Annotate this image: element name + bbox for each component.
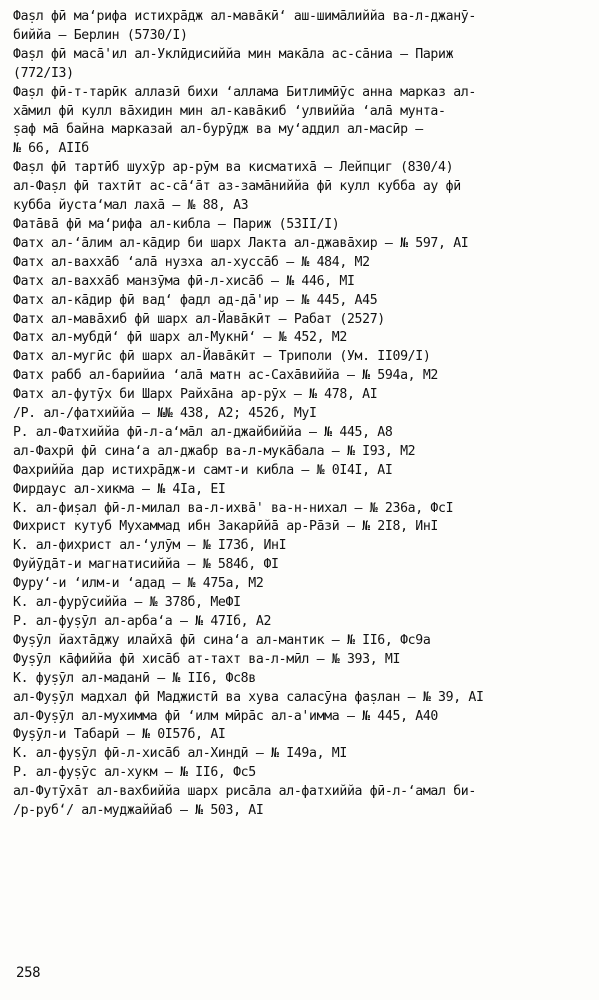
index-entry (13, 726, 591, 745)
entry-line: К. ал-фурӯсиййа – № 378б, МеФI (13, 595, 241, 611)
entry-continuation-line: хāмил фӣ кулл вāхидин мин ал-кавāкиб ‘улвиййа ‘алā мунта- (13, 103, 446, 119)
index-entry (13, 367, 591, 386)
index-entry (13, 273, 591, 292)
entry-line: ал-Футӯхāт ал-вахбиййа шарх рисāла ал-фатхиййа фӣ-л-‘амал би- (13, 784, 476, 800)
index-entry (13, 8, 591, 46)
index-entry (13, 462, 591, 481)
entry-line: ал-Фуṣӯл ал-мухимма фӣ ‘илм мӣрāс ал-а'имма – № 445, A40 (13, 708, 439, 724)
index-entry (13, 235, 591, 254)
entry-line: Фихрист кутуб Мухаммад ибн Закарӣйā ар-Рāзӣ – № 2I8, ИнI (13, 519, 439, 535)
entry-line: Фаṣл фӣ тартӣб шухӯр ар-рӯм ва кисматихā – Лейпциг (830/4) (13, 160, 454, 176)
index-entry (13, 500, 591, 519)
index-entry (13, 556, 591, 575)
index-entry (13, 159, 591, 178)
entry-line: ал-Фаṣл фӣ тахтӣт ас-сā‘āт аз-замāниййа фӣ кулл кубба ау фӣ (13, 179, 461, 195)
entry-continuation-line: (772/I3) (13, 65, 74, 81)
index-entry (13, 405, 591, 424)
entry-line: Р. ал-Фатхиййа фӣ-л-а‘мāл ал-джайбиййа – № 445, A8 (13, 424, 393, 440)
entry-line: Фаṣл фӣ масā'ил ал-Уклӣдисиййа мин макāла ас-сāниа – Париж (13, 46, 454, 62)
index-entry (13, 216, 591, 235)
entry-line: К. ал-фихрист ал-‘улӯм – № I73б, ИнI (13, 538, 287, 554)
page-number: 258 (16, 965, 41, 981)
entry-continuation-line: биййа – Берлин (5730/I) (13, 27, 188, 43)
entry-line: Фуйӯдāт-и магнатисиййа – № 584б, ФI (13, 557, 279, 573)
index-entry (13, 518, 591, 537)
entry-line: Фатх ал-мавāхиб фӣ шарх ал-Йавāкӣт – Рабат (2527) (13, 311, 385, 327)
index-entry (13, 424, 591, 443)
index-entry (13, 481, 591, 500)
entry-line: Фатх ал-мугӣс фӣ шарх ал-Йавāкӣт – Триполи (Ум. II09/I) (13, 349, 431, 365)
entry-line: Фирдаус ал-хикма – № 4Iа, EI (13, 481, 226, 497)
entry-line: Фатх ал-кāдир фӣ вад‘ фадл ад-дā'ир – № 445, A45 (13, 292, 378, 308)
index-entry (13, 537, 591, 556)
index-entry (13, 329, 591, 348)
entry-line: Фатх ал-мубдӣ‘ фӣ шарх ал-Мукнӣ‘ – № 452, M2 (13, 330, 347, 346)
entry-line: К. фуṣӯл ал-маданӣ – № II6, Фс8в (13, 670, 256, 686)
entry-line: Фахриййа дар истихрāдж-и самт-и кибла – № 0I4I, AI (13, 462, 393, 478)
index-entry (13, 443, 591, 462)
index-entry (13, 386, 591, 405)
entry-line: К. ал-фуṣӯл фӣ-л-хисāб ал-Хиндӣ – № I49а, MI (13, 746, 347, 762)
index-entry (13, 178, 591, 216)
entry-line: Фатх ал-ваххāб манзӯма фӣ-л-хисāб – № 446, MI (13, 273, 355, 289)
index-entry (13, 764, 591, 783)
entry-continuation-line: ṣаф мā байна марказай ал-бурӯдж ва му‘аддил ал-масӣр – (13, 122, 423, 138)
index-entry (13, 594, 591, 613)
entry-line: Фатх ал-футӯх би Шарх Райхāна ар-рӯх – № 478, AI (13, 387, 378, 403)
index-entry (13, 651, 591, 670)
index-entry (13, 783, 591, 821)
index-entry (13, 292, 591, 311)
entry-line: Фатх ал-ваххāб ‘алā нузха ал-хуссāб – № 484, M2 (13, 254, 370, 270)
entry-line: Р. ал-фуṣӯл ал-арба‘а – № 47Iб, A2 (13, 614, 272, 629)
index-entry (13, 745, 591, 764)
entry-line: Р. ал-фуṣӯс ал-хукм – № II6, Фс5 (13, 765, 256, 781)
index-entry (13, 46, 591, 84)
entry-continuation-line: № 66, AIIб (13, 141, 89, 157)
index-entry (13, 311, 591, 330)
entry-line: Фатх ал-‘āлим ал-кāдир би шарх Лакта ал-джавāхир – № 597, AI (13, 235, 469, 251)
entry-line: К. ал-фиṣал фӣ-л-милал ва-л-ихвā' ва-н-нихал – № 236а, ФсI (13, 500, 454, 516)
entry-line: Фатāвā фӣ ма‘рифа ал-кибла – Париж (53II/I) (13, 216, 340, 232)
index-entry (13, 670, 591, 689)
entry-line: Фатх рабб ал-барийиа ‘алā матн ас-Сахāвиййа – № 594а, M2 (13, 368, 439, 384)
entry-line: ал-Фуṣӯл мадхал фӣ Маджистӣ ва хува саласӯна фаṣлан – № 39, AI (13, 689, 484, 705)
index-entry (13, 348, 591, 367)
entry-line: Фуṣӯл йахтāджу илайхā фӣ сина‘а ал-мантик – № II6, Фс9а (13, 632, 431, 648)
index-entry (13, 708, 591, 727)
entry-line: /Р. ал-/фатхиййа – №№ 438, A2; 452б, MуI (13, 406, 317, 422)
index-entry (13, 613, 591, 632)
entry-line: Фаṣл фӣ ма‘рифа истихрāдж ал-мавāкӣ‘ аш-шимāлиййа ва-л-джанӯ- (13, 9, 476, 24)
index-entry (13, 689, 591, 708)
index-entry (13, 632, 591, 651)
index-entry (13, 575, 591, 594)
entry-line: Фаṣл фӣ-т-тарӣк аллазӣ бихи ‘аллама Битлимӣӯс анна марказ ал- (13, 84, 476, 100)
index-entry (13, 254, 591, 273)
entry-line: Фуṣӯл кāфиййа фӣ хисāб ат-тахт ва-л-мӣл – № 393, MI (13, 651, 401, 667)
index-entries (13, 8, 591, 821)
index-entry (13, 84, 591, 160)
entry-line: Фуру‘-и ‘илм-и ‘адад – № 475а, M2 (13, 576, 264, 592)
entry-line: ал-Фахрӣ фӣ сина‘а ал-джабр ва-л-мукāбала – № I93, M2 (13, 443, 416, 459)
entry-continuation-line: кубба йуста‘мал лахā – № 88, A3 (13, 198, 249, 214)
entry-line: Фуṣӯл-и Табарӣ – № 0I57б, AI (13, 727, 226, 743)
entry-continuation-line: /р-рубʻ/ ал-муджаййаб – № 503, AI (13, 803, 264, 819)
